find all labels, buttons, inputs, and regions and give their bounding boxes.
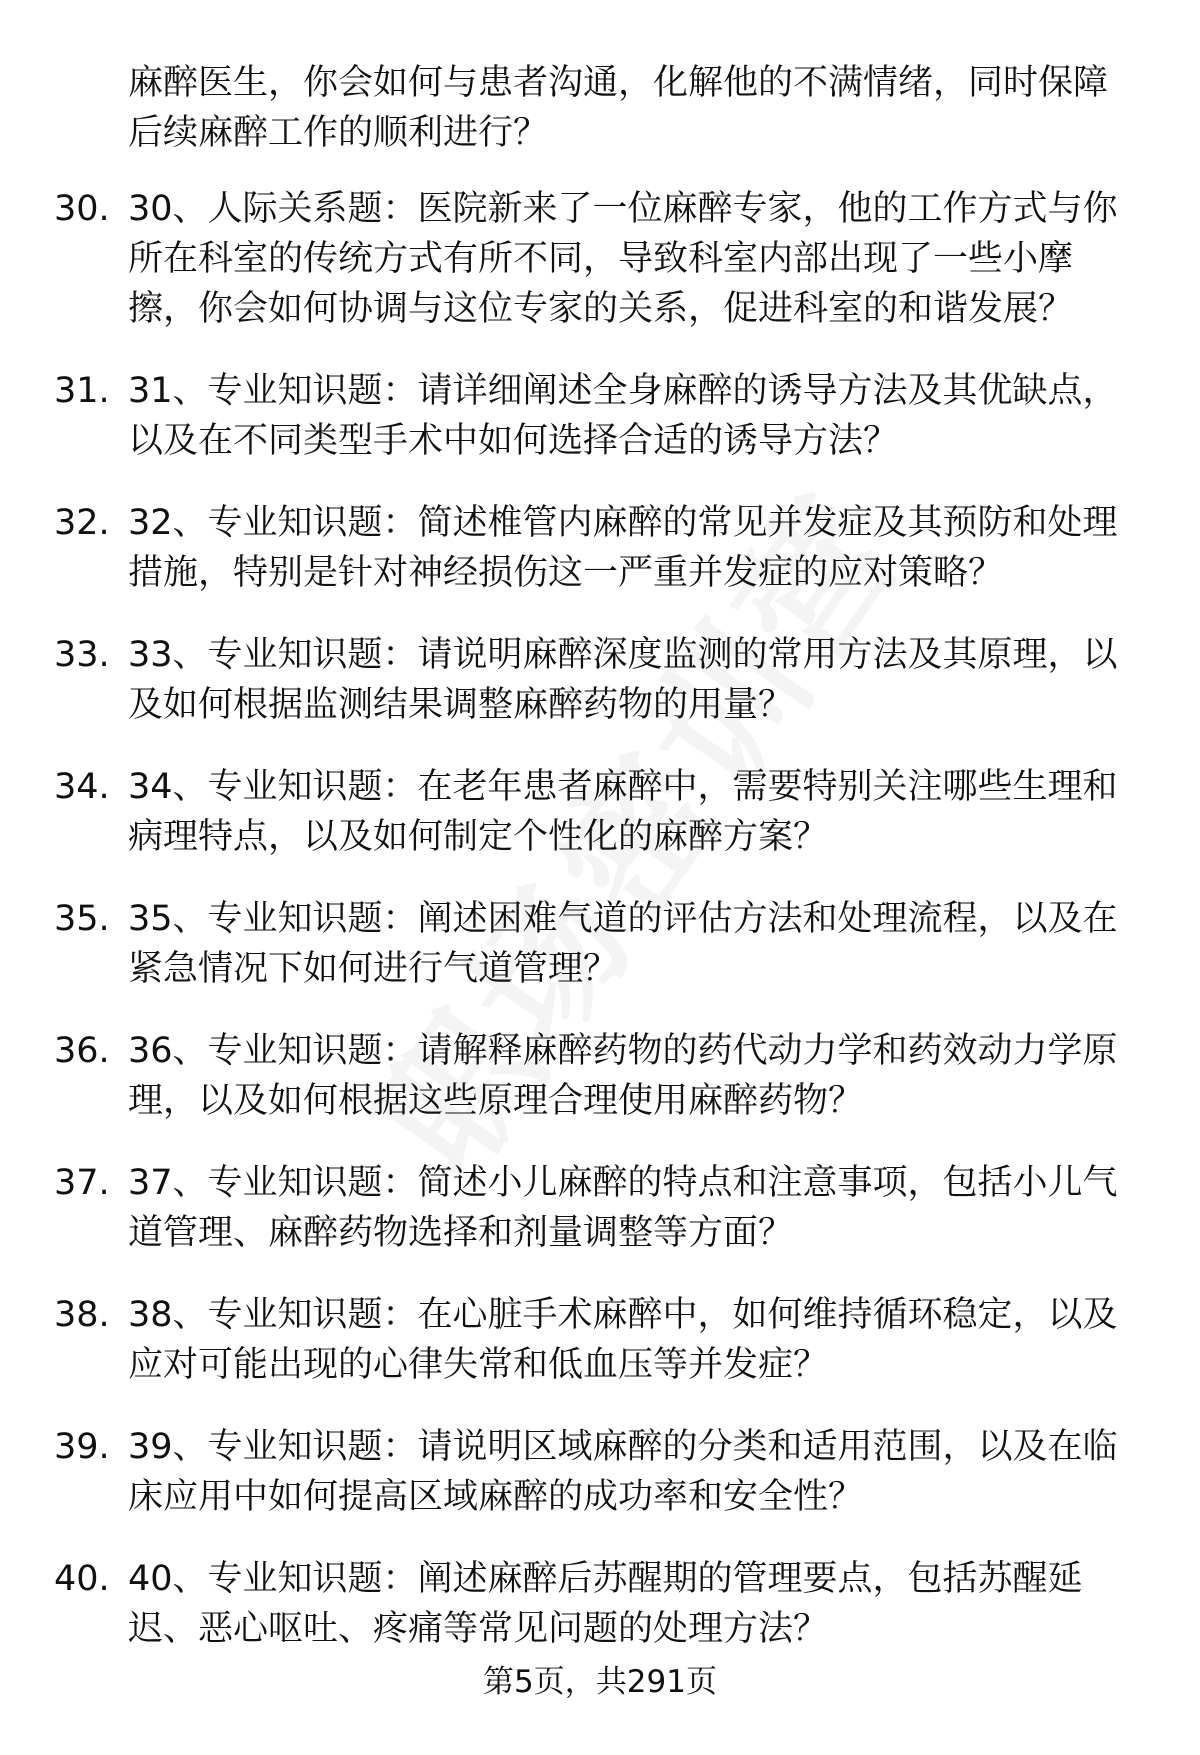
question-number: 35. xyxy=(54,899,110,939)
question-item xyxy=(0,1026,1200,1158)
question-text: 35、专业知识题：阐述困难气道的评估方法和处理流程，以及在紧急情况下如何进行气道管理？ xyxy=(128,899,1118,989)
question-number: 38. xyxy=(54,1295,110,1335)
question-item xyxy=(0,1158,1200,1290)
question-number: 34. xyxy=(54,767,110,807)
question-list xyxy=(0,184,1200,1686)
question-number: 37. xyxy=(54,1163,110,1203)
question-text: 31、专业知识题：请详细阐述全身麻醉的诱导方法及其优缺点，以及在不同类型手术中如何选择合适的诱导方法？ xyxy=(128,371,1118,461)
question-item xyxy=(0,630,1200,762)
question-item xyxy=(0,498,1200,630)
question-item xyxy=(0,184,1200,366)
page-footer: 第5页，共291页 xyxy=(483,1664,717,1700)
question-number: 39. xyxy=(54,1427,110,1467)
question-number: 30. xyxy=(54,189,110,229)
question-item xyxy=(0,762,1200,894)
question-text: 39、专业知识题：请说明区域麻醉的分类和适用范围，以及在临床应用中如何提高区域麻醉的成功率和安全性？ xyxy=(128,1427,1118,1517)
question-number: 36. xyxy=(54,1031,110,1071)
question-text: 37、专业知识题：简述小儿麻醉的特点和注意事项，包括小儿气道管理、麻醉药物选择和剂量调整等方面？ xyxy=(128,1163,1118,1253)
question-text: 40、专业知识题：阐述麻醉后苏醒期的管理要点，包括苏醒延迟、恶心呕吐、疼痛等常见问题的处理方法？ xyxy=(128,1559,1083,1649)
question-number: 40. xyxy=(54,1559,110,1599)
question-item xyxy=(0,894,1200,1026)
question-text: 33、专业知识题：请说明麻醉深度监测的常用方法及其原理，以及如何根据监测结果调整麻醉药物的用量？ xyxy=(128,635,1118,725)
question-text: 34、专业知识题：在老年患者麻醉中，需要特别关注哪些生理和病理特点，以及如何制定个性化的麻醉方案？ xyxy=(128,767,1118,857)
question-text: 36、专业知识题：请解释麻醉药物的药代动力学和药效动力学原理，以及如何根据这些原理合理使用麻醉药物？ xyxy=(128,1031,1118,1121)
question-item xyxy=(0,1422,1200,1554)
question-item xyxy=(0,366,1200,498)
question-number: 33. xyxy=(54,635,110,675)
question-text: 32、专业知识题：简述椎管内麻醉的常见并发症及其预防和处理措施，特别是针对神经损伤这一严重并发症的应对策略？ xyxy=(128,503,1118,593)
continued-question-text: 麻醉医生，你会如何与患者沟通，化解他的不满情绪，同时保障后续麻醉工作的顺利进行？ xyxy=(128,63,1109,153)
question-number: 32. xyxy=(54,503,110,543)
question-text: 30、人际关系题：医院新来了一位麻醉专家，他的工作方式与你所在科室的传统方式有所不同，导致科室内部出现了一些小摩擦，你会如何协调与这位专家的关系，促进科室的和谐发展？ xyxy=(128,189,1118,329)
question-item xyxy=(0,1290,1200,1422)
question-text: 38、专业知识题：在心脏手术麻醉中，如何维持循环稳定，以及应对可能出现的心律失常和低血压等并发症？ xyxy=(128,1295,1118,1385)
question-number: 31. xyxy=(54,371,110,411)
